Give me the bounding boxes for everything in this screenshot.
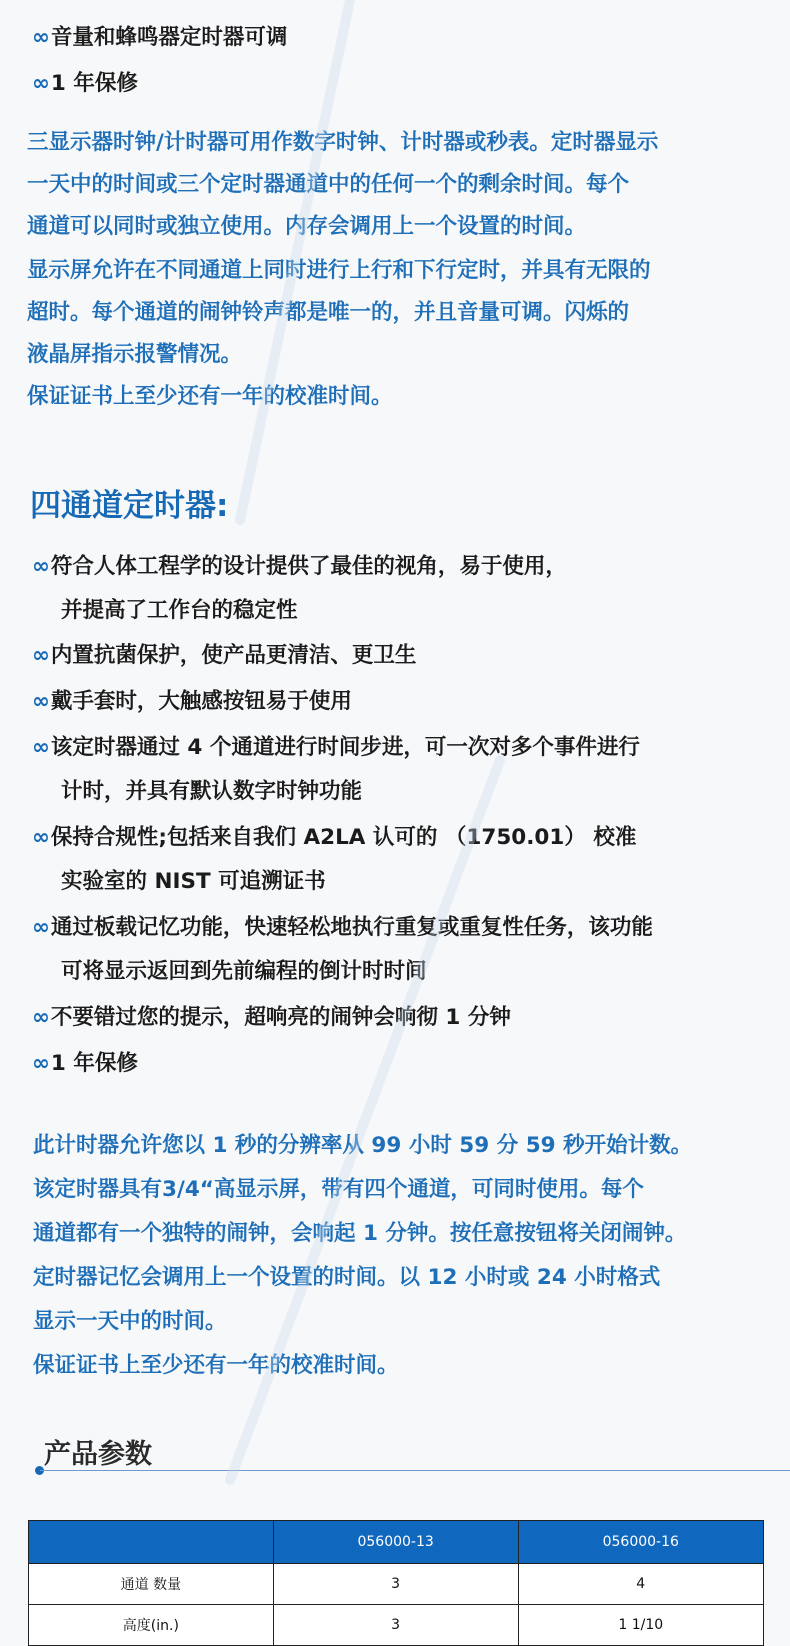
description-line: 显示屏允许在不同通道上同时进行上行和下行定时，并具有无限的 [27, 258, 651, 283]
feature-text: 1 年保修 [50, 1051, 138, 1076]
feature-text-continued: 实验室的 NIST 可追溯证书 [61, 869, 326, 894]
table-cell: 通道 数量 [29, 1564, 274, 1605]
feature-text: 符合人体工程学的设计提供了最佳的视角，易于使用， [50, 554, 567, 579]
table-cell: 3 [273, 1605, 518, 1646]
table-header-cell: 056000-13 [273, 1521, 518, 1564]
infinity-bullet-icon: ∞ [32, 825, 50, 850]
table-cell: 3 [273, 1564, 518, 1605]
feature-text: 通过板载记忆功能，快速轻松地执行重复或重复性任务，该功能 [50, 915, 653, 940]
table-cell: 1 1/10 [518, 1605, 764, 1646]
infinity-bullet-icon: ∞ [32, 915, 50, 940]
feature-text: 不要错过您的提示，超响亮的闹钟会响彻 1 分钟 [50, 1005, 511, 1030]
feature-text-continued: 可将显示返回到先前编程的倒计时时间 [61, 959, 427, 984]
table-cell: 4 [518, 1564, 764, 1605]
infinity-bullet-icon: ∞ [32, 25, 50, 50]
description-line: 通道都有一个独特的闹钟，会响起 1 分钟。按任意按钮将关闭闹钟。 [33, 1221, 687, 1246]
table-cell: 高度(in.) [29, 1605, 274, 1646]
description-line: 此计时器允许您以 1 秒的分辨率从 99 小时 59 分 59 秒开始计数。 [33, 1133, 693, 1158]
infinity-bullet-icon: ∞ [32, 735, 50, 760]
feature-text-continued: 并提高了工作台的稳定性 [61, 598, 298, 623]
description-line: 定时器记忆会调用上一个设置的时间。以 12 小时或 24 小时格式 [33, 1265, 661, 1290]
feature-text: 保持合规性;包括来自我们 A2LA 认可的 （1750.01） 校准 [50, 825, 637, 850]
description-line: 显示一天中的时间。 [33, 1309, 227, 1334]
description-line: 超时。每个通道的闹钟铃声都是唯一的，并且音量可调。闪烁的 [27, 300, 630, 325]
description-line: 液晶屏指示报警情况。 [27, 342, 243, 367]
feature-text: 音量和蜂鸣器定时器可调 [50, 25, 288, 50]
description-line: 该定时器具有3/4“高显示屏，带有四个通道，可同时使用。每个 [33, 1177, 644, 1202]
section-heading-params: 产品参数 [44, 1439, 152, 1470]
feature-text-continued: 计时，并具有默认数字时钟功能 [61, 779, 363, 804]
feature-text: 该定时器通过 4 个通道进行时间步进，可一次对多个事件进行 [50, 735, 640, 760]
feature-item [32, 1046, 138, 1077]
infinity-bullet-icon: ∞ [32, 1005, 50, 1030]
description-line: 保证证书上至少还有一年的校准时间。 [33, 1353, 399, 1378]
infinity-bullet-icon: ∞ [32, 689, 50, 714]
infinity-bullet-icon: ∞ [32, 1051, 50, 1076]
table-header-cell: 056000-16 [518, 1521, 764, 1564]
infinity-bullet-icon: ∞ [32, 554, 50, 579]
infinity-bullet-icon: ∞ [32, 643, 50, 668]
feature-text: 1 年保修 [50, 71, 138, 96]
description-line: 三显示器时钟/计时器可用作数字时钟、计时器或秒表。定时器显示 [27, 130, 659, 155]
watermark [200, 0, 560, 1616]
description-line: 保证证书上至少还有一年的校准时间。 [27, 384, 393, 409]
feature-item-warranty [32, 66, 138, 97]
description-line: 一天中的时间或三个定时器通道中的任何一个的剩余时间。每个 [27, 172, 630, 197]
feature-text: 内置抗菌保护，使产品更清洁、更卫生 [50, 643, 417, 668]
infinity-bullet-icon: ∞ [32, 71, 50, 96]
description-line: 通道可以同时或独立使用。内存会调用上一个设置的时间。 [27, 214, 587, 239]
section-heading-four-channel: 四通道定时器: [30, 488, 229, 524]
feature-text: 戴手套时，大触感按钮易于使用 [50, 689, 352, 714]
